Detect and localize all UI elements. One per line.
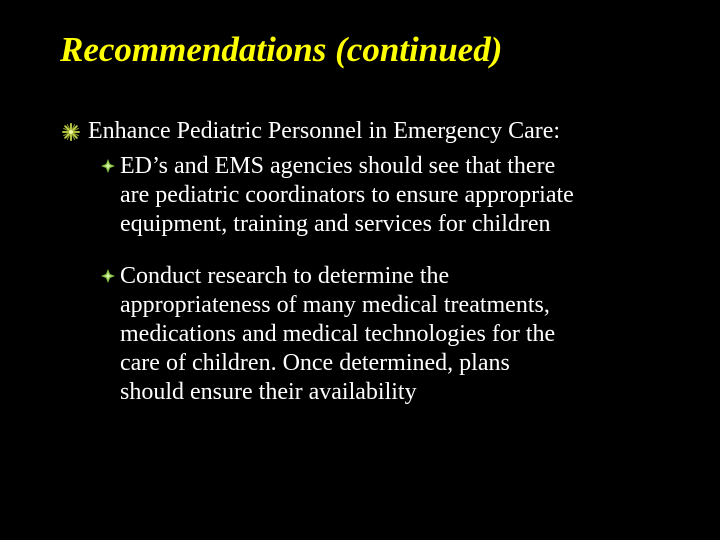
slide-title: Recommendations (continued) <box>60 30 503 69</box>
sub-bullet-line: appropriateness of many medical treatments, <box>120 292 550 318</box>
sunburst-bullet-icon <box>62 123 80 141</box>
diamond-bullet-icon <box>101 269 115 283</box>
sub-bullet-line: care of children. Once determined, plans <box>120 350 510 376</box>
sub-bullet-line: ED’s and EMS agencies should see that there <box>120 153 556 179</box>
sub-bullet-line: equipment, training and services for children <box>120 211 551 237</box>
diamond-bullet-icon <box>101 159 115 173</box>
sub-bullet-line: medications and medical technologies for the <box>120 321 556 347</box>
sub-bullet-text <box>120 262 680 407</box>
sub-bullet-line: Conduct research to determine the <box>120 263 450 289</box>
bullet-text: Enhance Pediatric Personnel in Emergency Care: <box>88 118 561 144</box>
sub-bullet-line: are pediatric coordinators to ensure appropriate <box>120 182 574 208</box>
sub-bullet-line: should ensure their availability <box>120 379 417 405</box>
sub-bullet-text <box>120 152 680 239</box>
